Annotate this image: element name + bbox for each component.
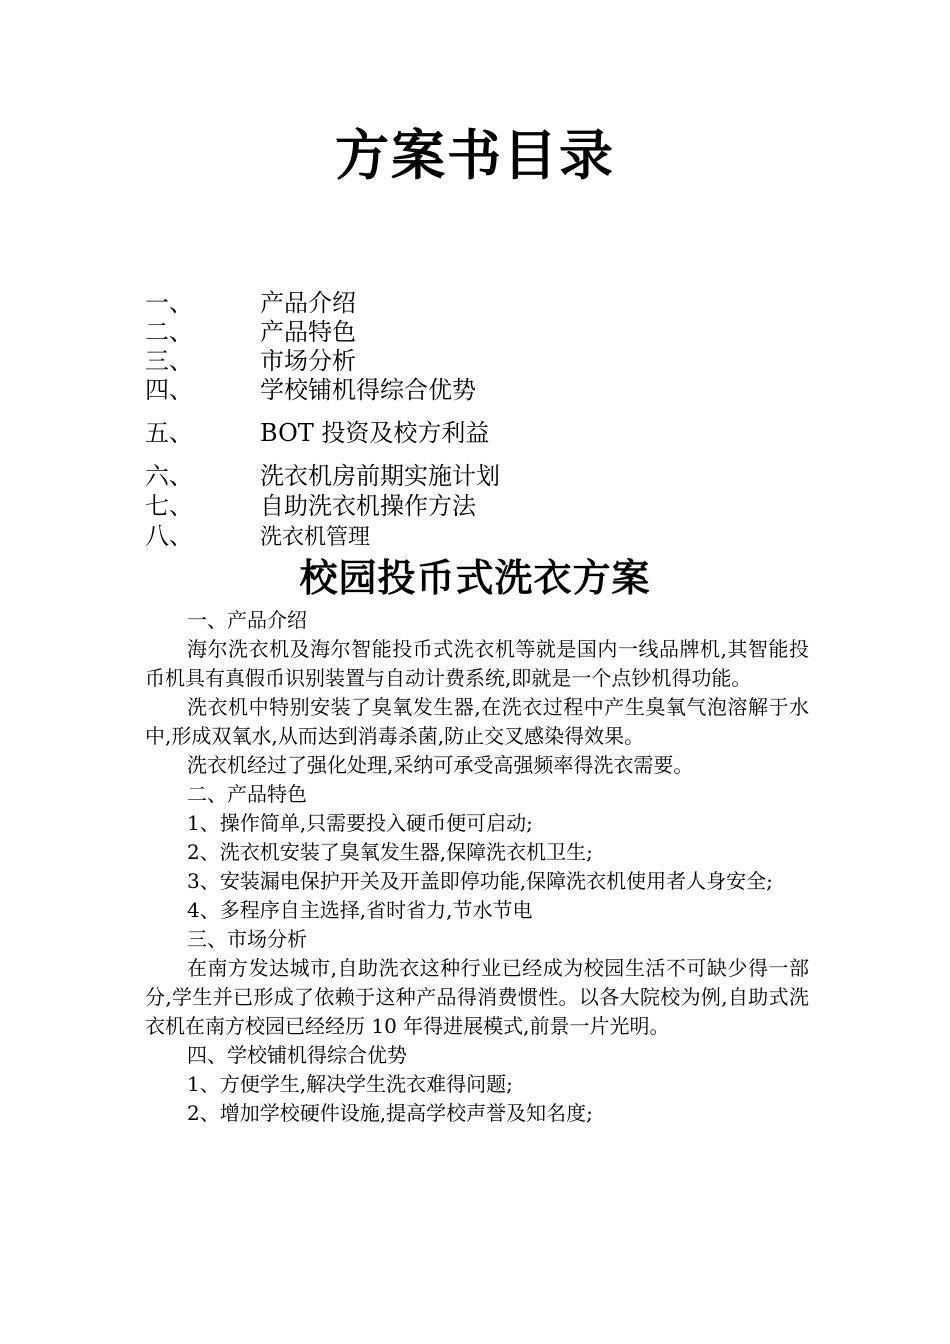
toc-item-text: 产品介绍: [260, 289, 356, 317]
toc-item-number: 一、: [145, 289, 193, 317]
paragraph: 在南方发达城市,自助洗衣这种行业已经成为校园生活不可缺少得一部分,学生并已形成了依赖于这种产品得消费惯性。以各大院校为例,自助式洗衣机在南方校园已经经历 10 年得进展模式,前景一片光明。: [145, 956, 809, 1038]
list-item: 1、方便学生,解决学生洗衣难得问题;: [187, 1072, 513, 1096]
paragraph: 海尔洗衣机及海尔智能投币式洗衣机等就是国内一线品牌机,其智能投币机具有真假币识别装置与自动计费系统,即就是一个点钞机得功能。: [145, 637, 809, 690]
toc-item-number: 八、: [145, 522, 193, 550]
document-body: [145, 606, 809, 1128]
section-heading: 一、产品介绍: [187, 608, 307, 632]
list-item: 3、安装漏电保护开关及开盖即停功能,保障洗衣机使用者人身安全;: [187, 869, 773, 893]
paragraph: 洗衣机经过了强化处理,采纳可承受高强频率得洗衣需要。: [187, 753, 694, 777]
toc-item: [145, 461, 500, 491]
section-heading: 三、市场分析: [187, 927, 307, 951]
toc-item-number: 四、: [145, 376, 193, 404]
list-item: 1、操作简单,只需要投入硬币便可启动;: [187, 811, 533, 835]
document-title: 校园投币式洗衣方案: [299, 556, 651, 600]
toc-item-text: 学校铺机得综合优势: [260, 376, 476, 404]
toc-item-text: 洗衣机房前期实施计划: [260, 462, 500, 490]
toc-item: [145, 288, 356, 318]
toc-item: [145, 521, 370, 553]
toc-item-number: 六、: [145, 462, 193, 490]
toc-item: [145, 418, 489, 448]
toc-item-text: 市场分析: [260, 347, 356, 375]
section-heading: 四、学校铺机得综合优势: [187, 1043, 407, 1067]
toc-item-text: 自助洗衣机操作方法: [260, 492, 476, 520]
list-item: 2、增加学校硬件设施,提高学校声誉及知名度;: [187, 1101, 593, 1125]
toc-item: [145, 317, 356, 347]
toc-item-text: 洗衣机管理: [260, 525, 371, 550]
toc-item-number: 七、: [145, 492, 193, 520]
toc-item-number: 三、: [145, 347, 193, 375]
toc-item: [145, 346, 356, 376]
toc-item-number: 二、: [145, 318, 193, 346]
toc-item-text: 产品特色: [260, 318, 356, 346]
list-item: 2、洗衣机安装了臭氧发生器,保障洗衣机卫生;: [187, 840, 593, 864]
toc-item-text: BOT 投资及校方利益: [260, 419, 490, 447]
paragraph: 洗衣机中特别安装了臭氧发生器,在洗衣过程中产生臭氧气泡溶解于水中,形成双氧水,从而达到消毒杀菌,防止交叉感染得效果。: [145, 695, 809, 748]
list-item: 4、多程序自主选择,省时省力,节水节电: [187, 898, 533, 922]
toc-item-number: 五、: [145, 419, 193, 447]
toc-title: 方案书目录: [335, 124, 615, 187]
toc-item: [145, 491, 476, 521]
toc-item: [145, 375, 476, 405]
section-heading: 二、产品特色: [187, 782, 307, 806]
